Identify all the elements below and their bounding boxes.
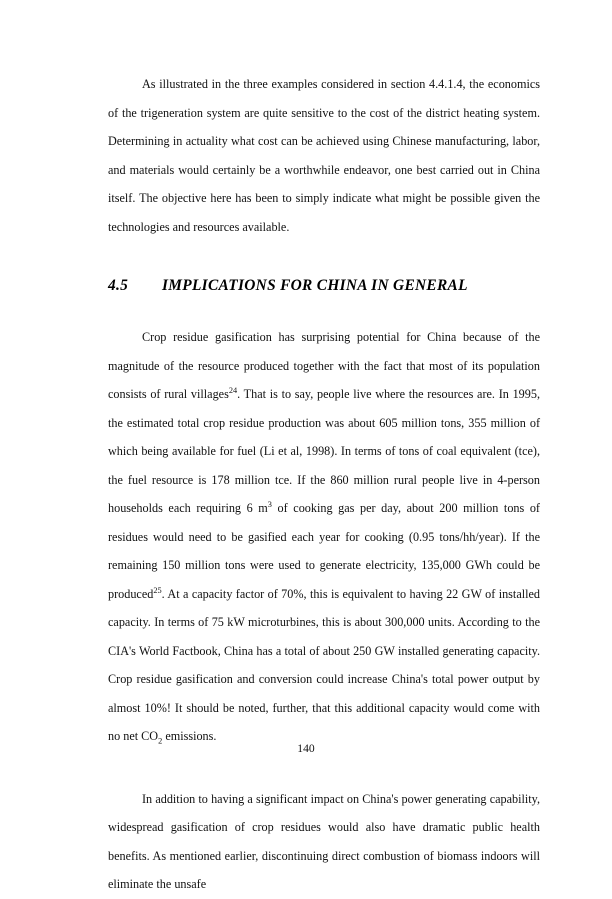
spacer <box>108 241 540 275</box>
page-content <box>108 70 540 899</box>
text-segment: Crop residue gasification has surprising potential for China because of the magnitude of the resource produced together with the fact that most of its population consists of rural villages <box>108 330 540 401</box>
spacer <box>108 751 540 785</box>
superscript-cubic: 3 <box>267 499 272 509</box>
footnote-ref-25: 25 <box>153 585 162 595</box>
text-segment: . That is to say, people live where the resources are. In 1995, the estimated total crop residue production was about 605 million tons, 355 million of which being available for fuel (Li et al, 1998). In terms of tons of coal equivalent (tce), the fuel resource is 178 million tce. If the 860 million rural people live in 4-person households each requiring 6 m <box>108 387 540 515</box>
section-number: 4.5 <box>108 277 129 294</box>
paragraph-intro: As illustrated in the three examples considered in section 4.4.1.4, the economics of the trigeneration system are quite sensitive to the cost of the district heating system. Determining in actuality what cost can be achieved using Chinese manufacturing, labor, and materials would certainly be a worthwhile endeavor, one best carried out in China itself. The objective here has been to simply indicate what might be possible given the technologies and resources available. <box>108 77 540 234</box>
spacer <box>108 297 540 323</box>
text-segment: . At a capacity factor of 70%, this is equivalent to having 22 GW of installed capacity. In terms of 75 kW microturbines, this is about 300,000 units. According to the CIA's World Factbook, China has a total of about 250 GW installed generating capacity. Crop residue gasification and conversion could increase China's total power output by almost 10%! It should be noted, further, that this additional capacity would come with no net CO <box>108 586 540 743</box>
section-heading <box>108 275 540 297</box>
paragraph-china-potential <box>108 323 540 751</box>
text-segment: of cooking gas per day, about 200 million tons of residues would need to be gasified each year for cooking (0.95 tons/hh/year). If the remaining 150 million tons were used to generate electricity, 135,000 GWh could be produced <box>108 501 540 601</box>
text-segment: emissions. <box>162 729 217 743</box>
section-title: IMPLICATIONS FOR CHINA IN GENERAL <box>162 277 468 294</box>
paragraph-health-benefits: In addition to having a significant impact on China's power generating capability, widespread gasification of crop residues would also have dramatic public health benefits. As mentioned earlier, discontinuing direct combustion of biomass indoors will eliminate the unsafe <box>108 791 540 891</box>
footnote-ref-24: 24 <box>228 385 238 395</box>
page-number: 140 <box>297 742 315 755</box>
subscript-co2: 2 <box>158 736 163 746</box>
